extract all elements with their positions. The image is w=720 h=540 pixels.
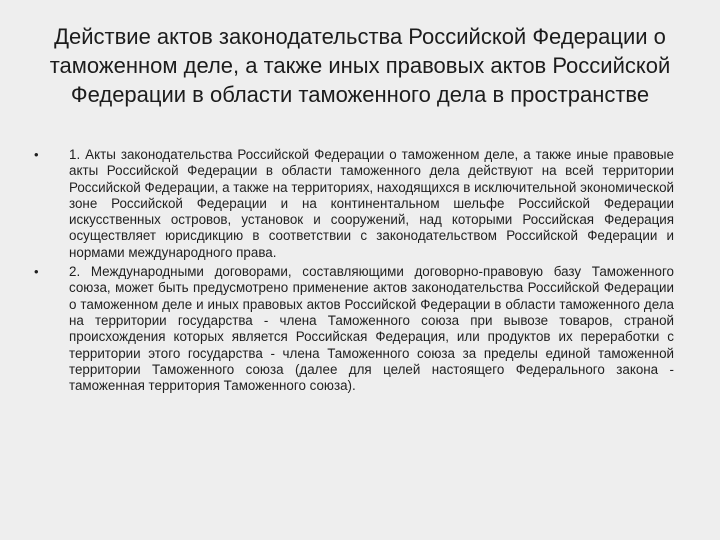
bullet-icon: •: [34, 147, 39, 162]
bullet-icon: •: [34, 264, 39, 280]
slide-title: Действие актов законодательства Российской Федерации о таможенном деле, а также иных правовых актов Российской Федерации в области таможенного дела в пространстве: [49, 24, 671, 107]
list-item-text: 2. Международными договорами, составляющими договорно-правовую базу Таможенного союза, может быть предусмотрено применение актов законодательства Российской Федерации о таможенном деле и иных правовых актов Российской Федерации в области таможенного дела на территории государства - члена Таможенного союза при вывозе товаров, страной происхождения которых является Российская Федерация, или продуктов их переработки с территории этого государства - члена Таможенного союза за пределы единой таможенной территории Таможенного союза (далее для целей настоящего Федерального закона - таможенная территория Таможенного союза).: [69, 264, 674, 394]
list-item-text: 1. Акты законодательства Российской Федерации о таможенном деле, а также иные правовые акты Российской Федерации в области таможенного дела действуют на всей территории Российской Федерации, а также на территориях, находящихся в исключительной экономической зоне Российской Федерации и на континентальном шельфе Российской Федерации искусственных островов, установок и сооружений, над которыми Российская Федерация осуществляет юрисдикцию в соответствии с законодательством Российской Федерации и нормами международного права.: [69, 147, 674, 260]
list-item: [34, 264, 674, 394]
list-item: [34, 147, 674, 261]
bullet-list: [34, 147, 674, 397]
